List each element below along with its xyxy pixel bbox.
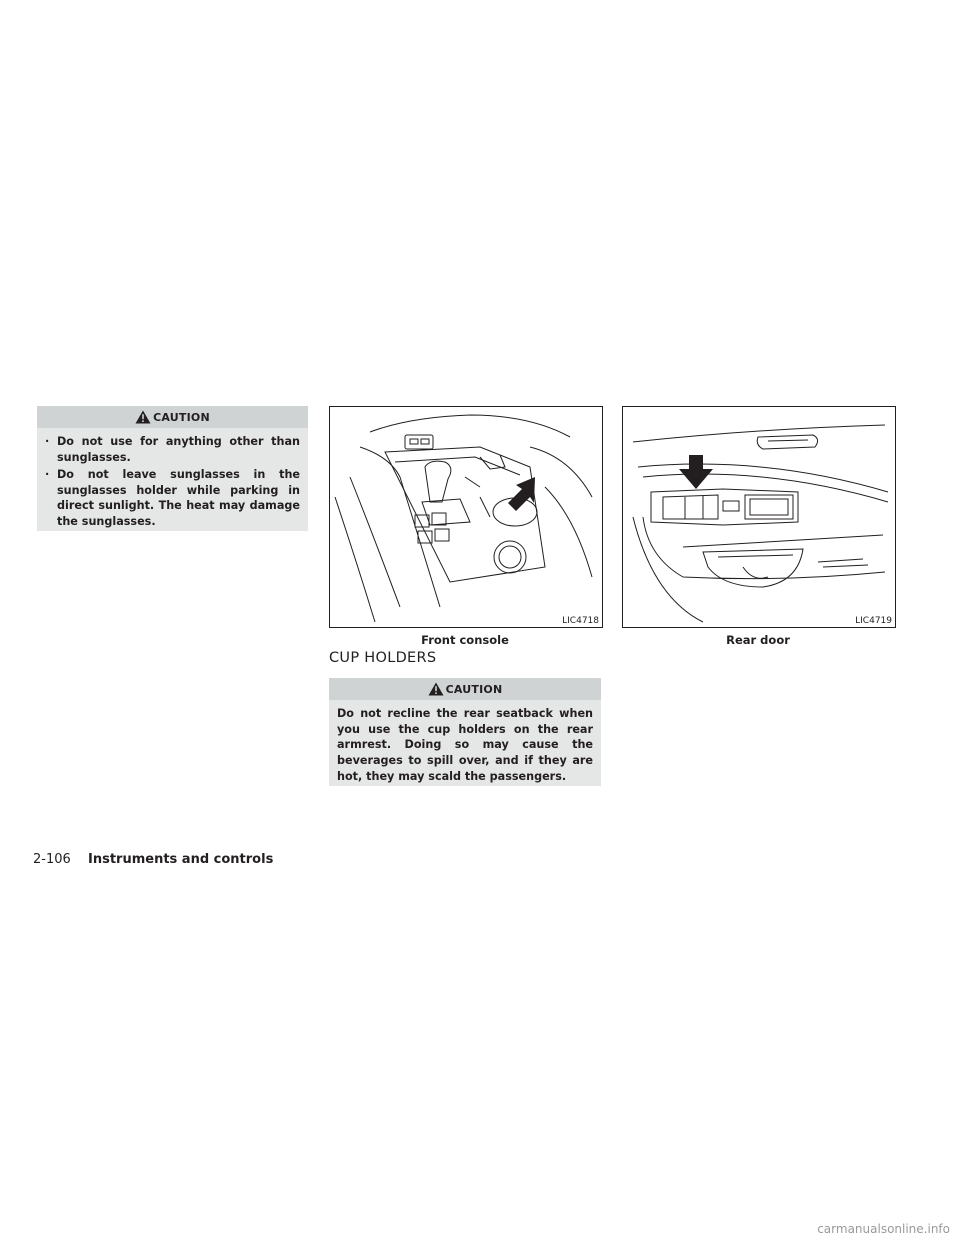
caution-box-sunglasses [37,406,308,531]
caution-box-cup-holders [329,678,601,786]
caution-list [37,434,308,531]
section-title: CUP HOLDERS [329,650,437,666]
caution-text: Do not recline the rear seatback when you use the cup holders on the rear armrest. Doing so may cause the beverages to spill over, and if they are hot, they may scald the passengers. [337,707,593,783]
figure-caption: Rear door [726,633,790,647]
figure-code: LIC4718 [562,616,599,626]
figure-caption: Front console [421,633,509,647]
figure-code: LIC4719 [855,616,892,626]
caution-item: · Do not leave sunglasses in the sunglasses holder while parking in direct sunlight. The heat may damage the sunglasses. [57,467,300,529]
caution-header [37,406,308,428]
warning-icon [135,410,151,424]
chapter-title: Instruments and controls [88,852,274,867]
caution-heading: CAUTION [153,410,210,424]
rear-door-illustration [623,407,895,627]
page-number: 2-106 [33,852,71,867]
caution-item: · Do not use for anything other than sunglasses. [57,434,300,465]
front-console-illustration [330,407,602,627]
caution-heading: CAUTION [445,682,503,696]
figure-front-console [329,406,603,628]
figure-rear-door [622,406,896,628]
warning-icon [428,682,444,696]
caution-header [329,678,601,700]
watermark: carmanualsonline.info [817,1222,950,1236]
